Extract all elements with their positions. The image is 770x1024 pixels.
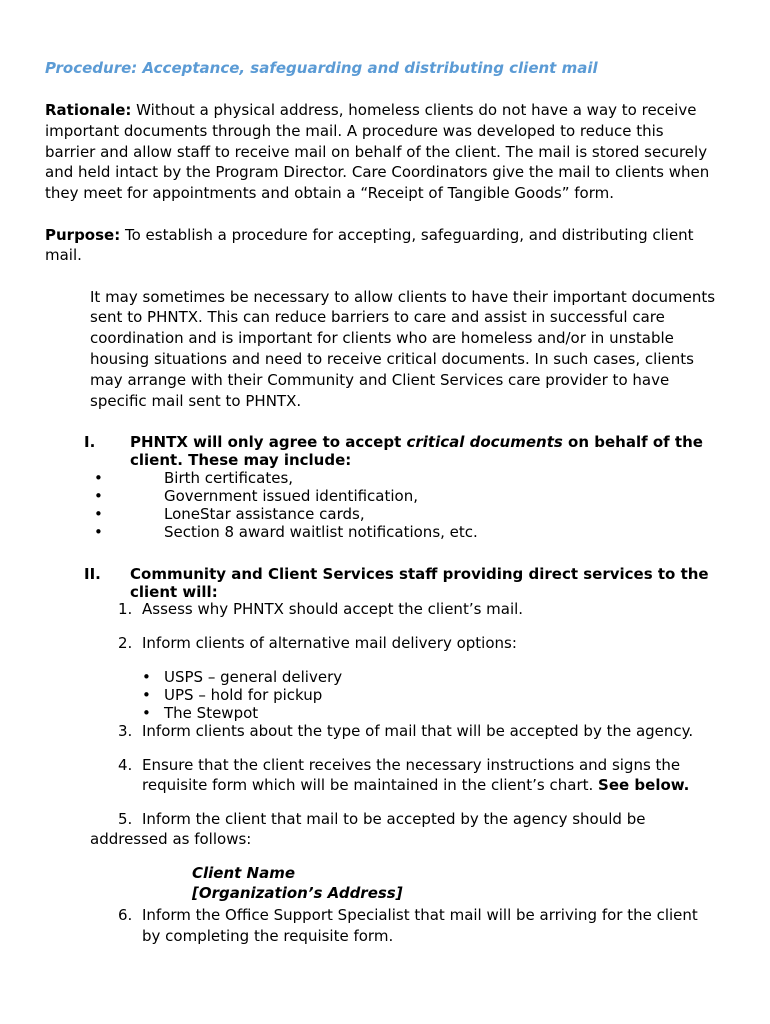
document-list-item: LoneStar assistance cards, bbox=[164, 505, 365, 523]
step-number: 1. bbox=[118, 600, 133, 618]
section-2-heading-line-2: client will: bbox=[130, 583, 218, 601]
intro-line-6: specific mail sent to PHNTX. bbox=[90, 392, 302, 410]
step-text: Inform clients of alternative mail delivery options: bbox=[142, 634, 517, 652]
step-text: Inform clients about the type of mail that will be accepted by the agency. bbox=[142, 722, 694, 740]
document-list-item: Birth certificates, bbox=[164, 469, 294, 487]
rationale-line-5: they meet for appointments and obtain a “Receipt of Tangible Goods” form. bbox=[45, 184, 614, 202]
bullet-icon: • bbox=[142, 686, 151, 704]
intro-line-5: may arrange with their Community and Client Services care provider to have bbox=[90, 371, 670, 389]
step-number: 2. bbox=[118, 634, 133, 652]
purpose-line-2: mail. bbox=[45, 246, 82, 264]
intro-line-2: sent to PHNTX. This can reduce barriers to care and assist in successful care bbox=[90, 308, 665, 326]
mail-option-item: USPS – general delivery bbox=[164, 668, 343, 686]
step-text-line-1: Ensure that the client receives the necessary instructions and signs the bbox=[142, 756, 681, 774]
rationale-line-4: and held intact by the Program Director. Care Coordinators give the mail to clients when bbox=[45, 163, 710, 181]
purpose-line-1 bbox=[45, 225, 694, 246]
bullet-icon: • bbox=[142, 704, 151, 722]
rationale-label: Rationale: bbox=[45, 101, 132, 119]
section-1-heading-line-2: client. These may include: bbox=[130, 451, 352, 469]
step-text-line-1: Inform the client that mail to be accepted by the agency should be bbox=[142, 810, 646, 828]
step-text-line-1: Inform the Office Support Specialist that mail will be arriving for the client bbox=[142, 906, 698, 924]
purpose-label: Purpose: bbox=[45, 226, 121, 244]
step-number: 4. bbox=[118, 756, 133, 774]
step-number: 6. bbox=[118, 906, 133, 924]
bullet-icon: • bbox=[142, 668, 151, 686]
step-number: 5. bbox=[118, 810, 133, 828]
section-2-numeral: II. bbox=[84, 565, 101, 583]
bullet-icon: • bbox=[94, 505, 103, 523]
mail-option-item: UPS – hold for pickup bbox=[164, 686, 323, 704]
rationale-line-3: barrier and allow staff to receive mail on behalf of the client. The mail is stored securely bbox=[45, 143, 708, 161]
document-title: Procedure: Acceptance, safeguarding and distributing client mail bbox=[45, 59, 598, 77]
bullet-icon: • bbox=[94, 469, 103, 487]
section-2-heading-line-1: Community and Client Services staff providing direct services to the bbox=[130, 565, 709, 583]
purpose-text: To establish a procedure for accepting, safeguarding, and distributing client bbox=[120, 226, 694, 244]
address-organization: [Organization’s Address] bbox=[192, 884, 403, 902]
intro-line-4: housing situations and need to receive critical documents. In such cases, clients bbox=[90, 350, 694, 368]
step-text-line-2: requisite form which will be maintained in the client’s chart. See below. bbox=[142, 776, 690, 794]
address-client-name: Client Name bbox=[192, 864, 296, 882]
rationale-text: Without a physical address, homeless clients do not have a way to receive bbox=[131, 101, 697, 119]
section-1-numeral: I. bbox=[84, 433, 96, 451]
step-number: 3. bbox=[118, 722, 133, 740]
intro-line-3: coordination and is important for clients who are homeless and/or in unstable bbox=[90, 329, 674, 347]
step-text-line-2: by completing the requisite form. bbox=[142, 927, 394, 945]
mail-option-item: The Stewpot bbox=[164, 704, 259, 722]
document-list-item: Government issued identification, bbox=[164, 487, 418, 505]
bullet-icon: • bbox=[94, 487, 103, 505]
rationale-line-1 bbox=[45, 100, 696, 121]
section-1-heading-line-1: PHNTX will only agree to accept critical documents on behalf of the bbox=[130, 433, 703, 451]
step-text-line-2: addressed as follows: bbox=[90, 830, 252, 848]
bullet-icon: • bbox=[94, 523, 103, 541]
step-text: Assess why PHNTX should accept the client’s mail. bbox=[142, 600, 524, 618]
rationale-line-2: important documents through the mail. A procedure was developed to reduce this bbox=[45, 122, 664, 140]
intro-line-1: It may sometimes be necessary to allow clients to have their important documents bbox=[90, 288, 716, 306]
see-below-note: See below. bbox=[598, 776, 690, 794]
document-list-item: Section 8 award waitlist notifications, etc. bbox=[164, 523, 478, 541]
